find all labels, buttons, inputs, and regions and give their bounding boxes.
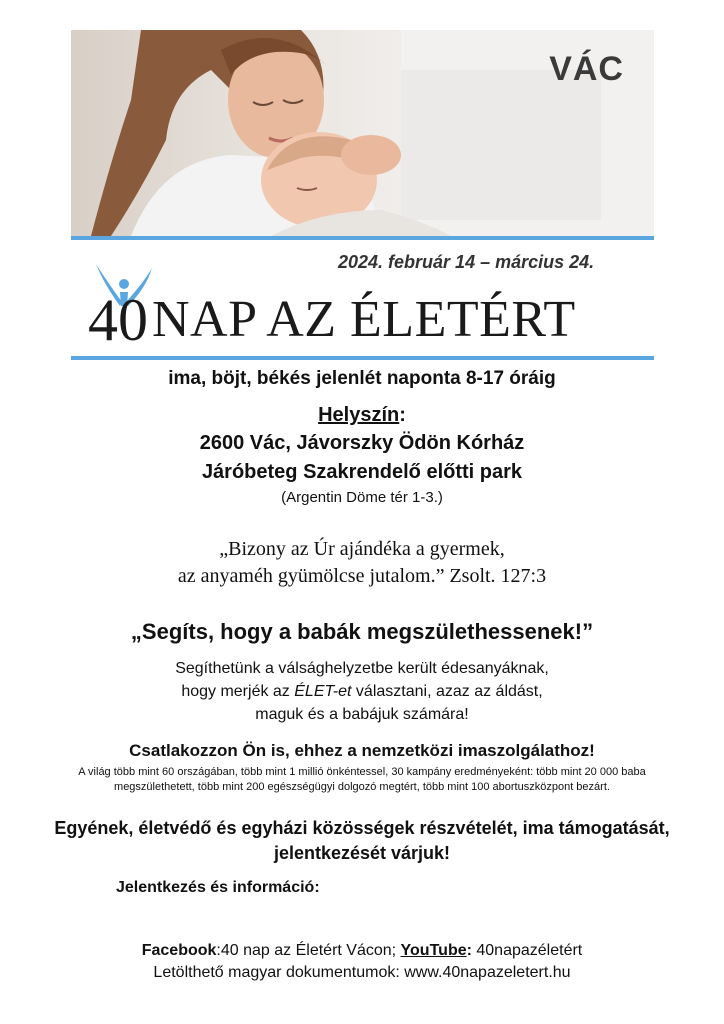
- help-line-2-post: választani, azaz az áldást,: [351, 683, 543, 700]
- registration-label: Jelentkezés és információ:: [116, 879, 320, 896]
- location-heading: [0, 404, 724, 427]
- downloads-link[interactable]: Letölthető magyar dokumentumok: www.40napazeletert.hu: [153, 964, 571, 981]
- help-line-2: [0, 683, 724, 701]
- youtube-link[interactable]: YouTube: [400, 942, 467, 959]
- facebook-text: :40 nap az Életért Vácon;: [216, 942, 401, 959]
- schedule-text: ima, böjt, békés jelenlét naponta 8-17 óráig: [168, 368, 556, 389]
- location-colon: :: [399, 404, 406, 426]
- help-line-1: Segíthetünk a válsághelyzetbe került édesanyáknak,: [175, 660, 549, 677]
- logo-text: NAP AZ ÉLETÉRT: [152, 291, 576, 348]
- logo-number: 40: [88, 287, 148, 353]
- stats-line-2: megszülethetett, több mint 200 egészségügyi dolgozó megtért, több mint 100 abortuszközpont bezárt.: [114, 781, 610, 793]
- city-name: VÁC: [549, 50, 624, 88]
- header-photo-mother-baby: [71, 30, 654, 236]
- youtube-text: 40napazéletért: [471, 942, 583, 959]
- bible-quote-line-2: az anyaméh gyümölcse jutalom.” Zsolt. 127:3: [177, 565, 547, 587]
- campaign-dates: 2024. február 14 – március 24.: [338, 252, 595, 272]
- social-links: [0, 942, 724, 960]
- bottom-divider: [71, 356, 654, 360]
- join-title: Csatlakozzon Ön is, ehhez a nemzetközi imaszolgálathoz!: [129, 741, 595, 760]
- invite-line-2: jelentkezését várjuk!: [273, 843, 451, 863]
- invite-line-1: Egyének, életvédő és egyházi közösségek részvételét, ima támogatását,: [54, 818, 670, 838]
- facebook-link[interactable]: Facebook: [141, 942, 217, 959]
- address-line-1: 2600 Vác, Jávorszky Ödön Kórház: [199, 432, 525, 454]
- help-line-3: maguk és a babájuk számára!: [255, 706, 469, 723]
- help-line-2-pre: hogy merjék az: [181, 683, 295, 700]
- bible-quote-line-1: „Bizony az Úr ajándéka a gyermek,: [219, 538, 505, 560]
- location-label: Helyszín: [318, 404, 400, 426]
- slogan: „Segíts, hogy a babák megszülethessenek!”: [130, 619, 594, 644]
- address-line-2: Járóbeteg Szakrendelő előtti park: [201, 461, 523, 483]
- stats-line-1: A világ több mint 60 országában, több mint 1 millió önkéntessel, 30 kampány eredményeként: több mint 20 000 baba: [78, 766, 646, 778]
- help-line-2-emphasis: ÉLET-et: [294, 683, 352, 700]
- youtube-colon: :: [466, 942, 472, 959]
- address-note: (Argentin Döme tér 1-3.): [281, 489, 443, 506]
- top-divider: [71, 236, 654, 240]
